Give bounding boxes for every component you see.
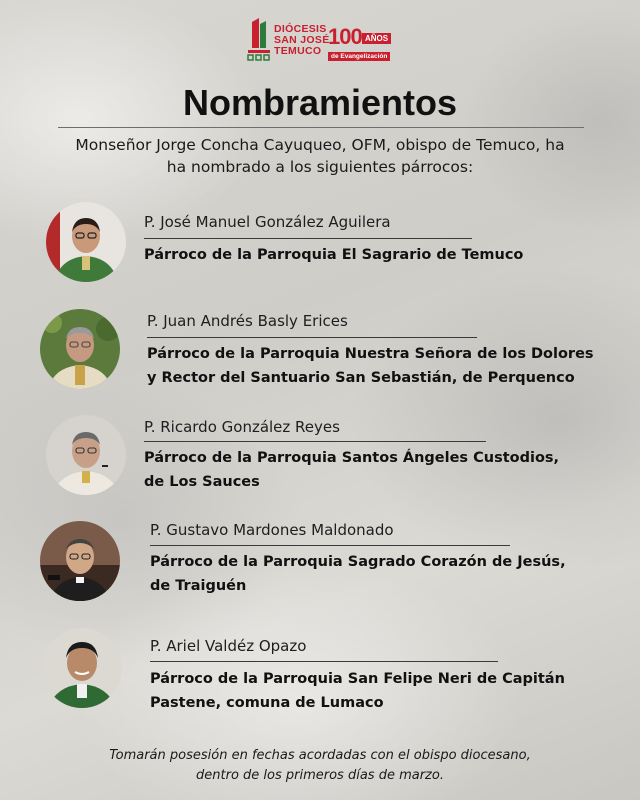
logo-line-1: DIÓCESIS xyxy=(274,23,327,35)
diocese-emblem-icon xyxy=(246,18,272,62)
role-line-1: Párroco de la Parroquia Santos Ángeles Custodios, xyxy=(144,450,560,466)
logo-anos: AÑOS xyxy=(362,33,391,44)
role-line-2: de Los Sauces xyxy=(144,474,260,490)
avatar xyxy=(42,628,122,708)
role-line-2: y Rector del Santuario San Sebastián, de Perquenco xyxy=(147,370,575,386)
role-line-2: de Traiguén xyxy=(150,578,247,594)
diocese-name xyxy=(274,24,330,57)
logo-evangelizacion: de Evangelización xyxy=(328,52,390,61)
name-divider xyxy=(147,337,477,338)
priest-portrait-icon xyxy=(40,309,120,389)
intro-text xyxy=(20,134,620,178)
diocese-logo xyxy=(246,18,396,64)
role-line-1: Párroco de la Parroquia San Felipe Neri de Capitán xyxy=(150,671,565,687)
logo-hundred: 100 xyxy=(328,24,362,49)
role-line-2: Pastene, comuna de Lumaco xyxy=(150,695,384,711)
priest-name: P. Juan Andrés Basly Erices xyxy=(147,312,348,330)
priest-name: P. Ricardo González Reyes xyxy=(144,418,340,436)
name-divider xyxy=(150,661,498,662)
appointment-role xyxy=(144,243,523,267)
page-title: Nombramientos xyxy=(182,82,458,123)
appointment-role xyxy=(150,550,566,598)
logo-line-2: SAN JOSÉ xyxy=(274,34,330,46)
title-divider xyxy=(58,127,584,128)
name-divider xyxy=(150,545,510,546)
avatar xyxy=(46,415,126,495)
priest-name: P. José Manuel González Aguilera xyxy=(144,213,391,231)
role-line-1: Párroco de la Parroquia El Sagrario de Temuco xyxy=(144,247,524,263)
role-line-1: Párroco de la Parroquia Nuestra Señora de los Dolores xyxy=(147,346,594,362)
priest-portrait-icon xyxy=(46,202,126,282)
name-divider xyxy=(144,441,486,442)
priest-portrait-icon xyxy=(46,415,126,495)
appointment-role xyxy=(144,446,559,494)
avatar xyxy=(46,202,126,282)
priest-portrait-icon xyxy=(42,628,122,708)
name-divider xyxy=(144,238,472,239)
appointment-role xyxy=(150,667,565,715)
role-line-1: Párroco de la Parroquia Sagrado Corazón de Jesús, xyxy=(150,554,566,570)
avatar xyxy=(40,309,120,389)
avatar xyxy=(40,521,120,601)
appointment-role xyxy=(147,342,594,390)
footer-line-2: dentro de los primeros días de marzo. xyxy=(196,768,444,783)
priest-name: P. Ariel Valdéz Opazo xyxy=(150,637,307,655)
footer-note xyxy=(20,746,620,786)
priest-name: P. Gustavo Mardones Maldonado xyxy=(150,521,394,539)
intro-line-2: ha nombrado a los siguientes párrocos: xyxy=(166,158,474,176)
priest-portrait-icon xyxy=(40,521,120,601)
footer-line-1: Tomarán posesión en fechas acordadas con el obispo diocesano, xyxy=(109,748,531,763)
logo-line-3: TEMUCO xyxy=(274,45,322,57)
intro-line-1: Monseñor Jorge Concha Cayuqueo, OFM, obispo de Temuco, ha xyxy=(75,136,565,154)
